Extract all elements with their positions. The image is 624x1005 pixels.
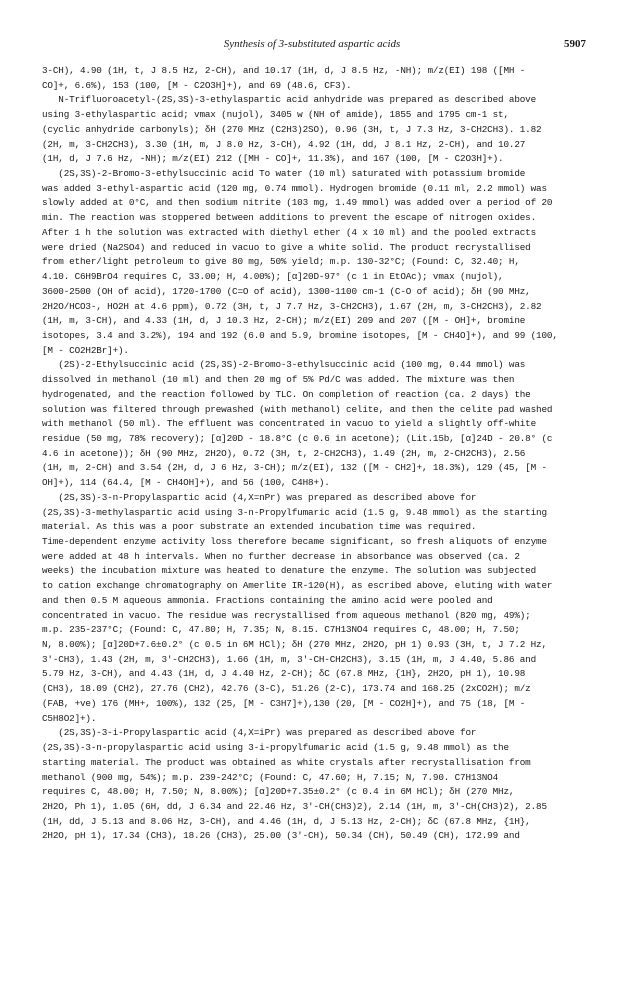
text-line: 5.79 Hz, 3-CH), and 4.43 (1H, d, J 4.40 Hz, 2-CH); δC (67.8 MHz, {1H}, 2H2O, pH 1), 10.98 [42, 668, 526, 680]
text-line: 4.6 in acetone)); δH (90 MHz, 2H2O), 0.72 (3H, t, 2-CH2CH3), 1.49 (2H, m, 2-CH2CH3), 2.56 [42, 447, 526, 459]
text-line: and then 0.5 M aqueous ammonia. Fractions containing the amino acid were pooled and [42, 594, 493, 606]
text-line: dissolved in methanol (10 ml) and then 20 mg of 5% Pd/C was added. The mixture was then [42, 374, 515, 386]
text-line: concentrated in vacuo. The residue was recrystallised from aqueous methanol (820 mg, 49%); [42, 609, 531, 621]
text-line: methanol (900 mg, 54%); m.p. 239-242°C; (Found: C, 47.60; H, 7.15; N, 7.90. C7H13NO4 [42, 771, 499, 783]
text-line: C5H8O2]+). [42, 712, 97, 724]
text-line: 3600-2500 (OH of acid), 1720-1700 (C=O of acid), 1300-1100 cm-1 (C-O of acid); δH (90 MHz, [42, 285, 531, 297]
text-line: 3-CH), 4.90 (1H, t, J 8.5 Hz, 2-CH), and 10.17 (1H, d, J 8.5 Hz, -NH); m/z(EI) 198 ([MH - [42, 65, 526, 76]
text-line: using 3-ethylaspartic acid; vmax (nujol), 3405 w (NH of amide), 1855 and 1795 cm-1 st, [42, 109, 509, 121]
text-line: from ether/light petroleum to give 80 mg, 50% yield; m.p. 130-32°C; (Found: C, 32.40; H, [42, 256, 520, 268]
text-line: were added at 48 h intervals. When no further decrease in absorbance was observed (ca. 2 [42, 550, 520, 562]
text-line: requires C, 48.00; H, 7.50; N, 8.00%); [α]20D+7.35±0.2° (c 0.4 in 6M HCl); δH (270 MHz, [42, 786, 515, 798]
text-line: (CH3), 18.09 (CH2), 27.76 (CH2), 42.76 (3-C), 51.26 (2-C), 173.74 and 168.25 (2xCO2H); m/z [42, 683, 531, 695]
text-line: (2S,3S)-3-n-Propylaspartic acid (4,X=nPr) was prepared as described above for [42, 491, 477, 503]
text-line: m.p. 235-237°C; (Found: C, 47.80; H, 7.35; N, 8.15. C7H13NO4 requires C, 48.00; H, 7.50; [42, 624, 520, 636]
text-line: N, 8.00%); [α]20D+7.6±0.2° (c 0.5 in 6M HCl); δH (270 MHz, 2H2O, pH 1) 0.93 (3H, t, J 7.2 Hz, [42, 639, 547, 651]
text-line: (1H, d, J 7.6 Hz, -NH); m/z(EI) 212 ([MH - CO]+, 11.3%), and 167 (100, [M - C2O3H]+). [42, 153, 504, 165]
text-line: After 1 h the solution was extracted with diethyl ether (4 x 10 ml) and the pooled extracts [42, 226, 537, 238]
text-line: (1H, m, 2-CH) and 3.54 (2H, d, J 6 Hz, 3-CH); m/z(EI), 132 ([M - CH2]+, 18.3%), 129 (45, [M - [42, 462, 547, 474]
text-line: [M - CO2H2Br]+). [42, 344, 129, 356]
text-line: were dried (Na2SO4) and reduced in vacuo to give a white solid. The product recrystallised [42, 241, 531, 253]
text-line: to cation exchange chromatography on Amerlite IR-120(H), as escribed above, eluting with water [42, 580, 553, 592]
running-title: Synthesis of 3-substituted aspartic acids [223, 38, 401, 50]
text-line: (cyclic anhydride carbonyls); δH (270 MHz (C2H3)2SO), 0.96 (3H, t, J 7.3 Hz, 3-CH2CH3). 1.82 [42, 123, 542, 135]
text-line: isotopes, 3.4 and 3.2%), 194 and 192 (6.0 and 5.9, bromine isotopes, [M - CH4O]+), and 99 (100, [42, 329, 558, 341]
text-line: (2S,3S)-3-methylaspartic acid using 3-n-Propylfumaric acid (1.5 g, 9.48 mmol) as the starting [42, 506, 547, 518]
text-line: hydrogenated, and the reaction followed by TLC. On completion of reaction (ca. 2 days) the [42, 388, 531, 400]
text-line: (2S,3S)-2-Bromo-3-ethylsuccinic acid To water (10 ml) saturated with potassium bromide [42, 168, 526, 180]
experimental-text [42, 64, 602, 844]
text-line: with methanol (50 ml). The effluent was concentrated in vacuo to yield a slightly off-white [42, 418, 537, 430]
text-line: 2H2O, pH 1), 17.34 (CH3), 18.26 (CH3), 25.00 (3'-CH), 50.34 (CH), 50.49 (CH), 172.99 and [42, 830, 520, 842]
text-line: 2H2O/HCO3-, HO2H at 4.6 ppm), 0.72 (3H, t, J 7.7 Hz, 3-CH2CH3), 1.67 (2H, m, 3-CH2CH3), 2.82 [42, 300, 542, 312]
text-line: weeks) the incubation mixture was heated to denature the enzyme. The solution was subjected [42, 565, 537, 577]
text-line: OH]+), 114 (64.4, [M - CH4OH]+), and 56 (100, C4H8+). [42, 477, 330, 489]
text-line: (2S,3S)-3-i-Propylaspartic acid (4,X=iPr) was prepared as described above for [42, 727, 477, 739]
text-line: N-Trifluoroacetyl-(2S,3S)-3-ethylaspartic acid anhydride was prepared as described above [42, 94, 537, 106]
text-line: 3'-CH3), 1.43 (2H, m, 3'-CH2CH3), 1.66 (1H, m, 3'-CH-CH2CH3), 3.15 (1H, m, J 4.40, 5.86 and [42, 653, 537, 665]
text-line: material. As this was a poor substrate an extended incubation time was required. [42, 521, 477, 533]
text-line: was added 3-ethyl-aspartic acid (120 mg, 0.74 mmol). Hydrogen bromide (0.11 ml, 2.2 mmol) was [42, 182, 547, 194]
text-line: (1H, m, 3-CH), and 4.33 (1H, d, J 10.3 Hz, 2-CH); m/z(EI) 209 and 207 ([M - OH]+, bromine [42, 315, 526, 327]
text-line: starting material. The product was obtained as white crystals after recrystallisation from [42, 756, 531, 768]
text-line: min. The reaction was stoppered between additions to prevent the escape of nitrogen oxides. [42, 212, 537, 224]
text-line: 2H2O, Ph 1), 1.05 (6H, dd, J 6.34 and 22.46 Hz, 3'-CH(CH3)2), 2.14 (1H, m, 3'-CH(CH3)2), 2.85 [42, 800, 547, 812]
page-number: 5907 [564, 38, 586, 50]
text-line: (1H, dd, J 5.13 and 8.06 Hz, 3-CH), and 4.46 (1H, d, J 5.13 Hz, 2-CH); δC (67.8 MHz, {1H}, [42, 815, 531, 827]
text-line: Time-dependent enzyme activity loss therefore became significant, so fresh aliquots of enzyme [42, 536, 547, 547]
text-line: 4.10. C6H9BrO4 requires C, 33.00; H, 4.00%); [α]20D-97° (c 1 in EtOAc); vmax (nujol), [42, 271, 504, 283]
page-header [0, 38, 624, 54]
text-line: (2S,3S)-3-n-propylaspartic acid using 3-i-propylfumaric acid (1.5 g, 9.48 mmol) as the [42, 742, 509, 754]
text-line: (2S)-2-Ethylsuccinic acid (2S,3S)-2-Bromo-3-ethylsuccinic acid (100 mg, 0.44 mmol) was [42, 359, 526, 371]
text-line: CO]+, 6.6%), 153 (100, [M - C2O3H]+), and 69 (48.6, CF3). [42, 79, 352, 91]
text-line: (FAB, +ve) 176 (MH+, 100%), 132 (25, [M - C3H7]+),130 (20, [M - CO2H]+), and 75 (18, [M - [42, 697, 526, 709]
text-line: residue (50 mg, 78% recovery); [α]20D - 18.8°C (c 0.6 in acetone); (Lit.15b, [α]24D - 20.8° (c [42, 432, 553, 444]
text-line: slowly added at 0°C, and then sodium nitrite (103 mg, 1.49 mmol) was added over a period of 20 [42, 197, 553, 209]
text-line: (2H, m, 3-CH2CH3), 3.30 (1H, m, J 8.0 Hz, 3-CH), 4.92 (1H, dd, J 8.1 Hz, 2-CH), and 10.27 [42, 138, 526, 150]
text-line: solution was filtered through prewashed (with methanol) celite, and then the celite pad washed [42, 403, 553, 415]
